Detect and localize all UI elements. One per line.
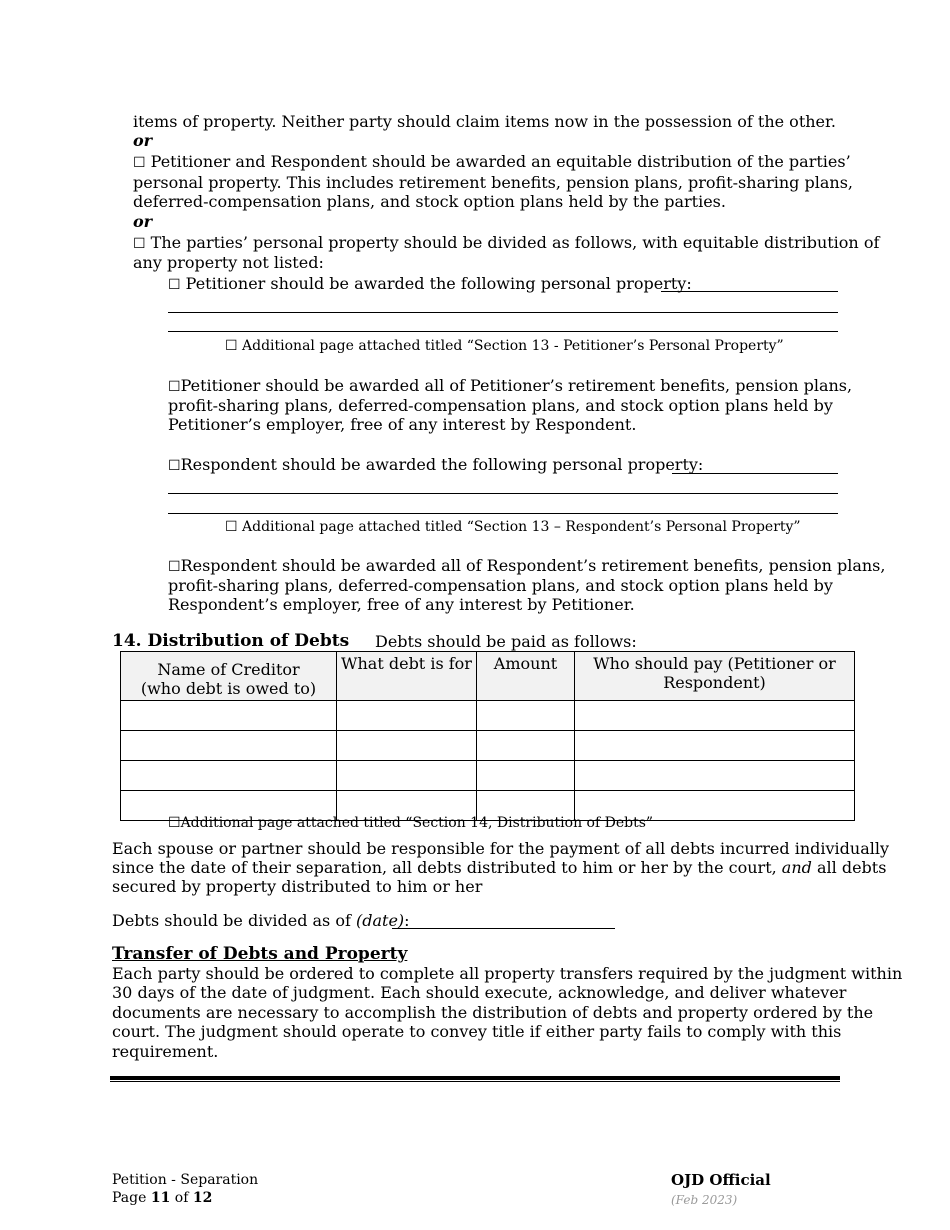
respondent-retirement: ☐Respondent should be awarded all of Respondent’s retirement benefits, pension plans,: [168, 556, 886, 575]
debts-intro: Debts should be paid as follows:: [375, 632, 637, 651]
petitioner-property-checkbox[interactable]: ☐: [168, 277, 181, 293]
table-cell[interactable]: [337, 761, 477, 791]
petitioner-property-field[interactable]: [661, 291, 838, 292]
table-cell[interactable]: [477, 761, 575, 791]
petitioner-property-field-line2[interactable]: [168, 312, 838, 313]
option-equitable-line2: personal property. This includes retirement benefits, pension plans, profit-sharing plans,: [133, 173, 853, 192]
transfer-line3: documents are necessary to accomplish the distribution of debts and property ordered by the: [112, 1003, 874, 1022]
table-cell[interactable]: [477, 731, 575, 761]
table-cell[interactable]: [337, 731, 477, 761]
respondent-property-checkbox[interactable]: ☐: [168, 458, 181, 474]
petitioner-retirement-line2: profit-sharing plans, deferred-compensation plans, and stock option plans held by: [168, 396, 833, 415]
divided-checkbox[interactable]: ☐: [133, 236, 146, 252]
table-cell[interactable]: [337, 701, 477, 731]
section-14-heading: 14. Distribution of Debts: [112, 631, 350, 651]
footer-page-number: Page 11 of 12: [112, 1190, 213, 1206]
debt-responsibility-line1: Each spouse or partner should be responsible for the payment of all debts incurred individually: [112, 839, 890, 858]
debts-table: [120, 651, 855, 821]
petitioner-property-field-line3[interactable]: [168, 331, 838, 332]
petitioner-attach-row: ☐ Additional page attached titled “Section 13 - Petitioner’s Personal Property”: [225, 338, 784, 354]
petitioner-retirement-line3: Petitioner’s employer, free of any interest by Respondent.: [168, 415, 637, 434]
debts-date-field[interactable]: [392, 928, 615, 929]
option-divided: ☐ The parties’ personal property should be divided as follows, with equitable distribution of: [133, 233, 880, 252]
respondent-retirement-checkbox[interactable]: ☐: [168, 559, 181, 575]
column-header-amount: Amount: [477, 652, 575, 701]
debt-responsibility-line2: since the date of their separation, all debts distributed to him or her by the court, and all debts: [112, 858, 887, 877]
or-separator: or: [133, 212, 153, 231]
debts-attach-row: ☐Additional page attached titled “Section 14, Distribution of Debts”: [168, 815, 654, 831]
or-separator: or: [133, 131, 153, 150]
option-equitable-line3: deferred-compensation plans, and stock option plans held by the parties.: [133, 192, 726, 211]
respondent-property-field[interactable]: [672, 473, 838, 474]
debt-responsibility-line3: secured by property distributed to him or her: [112, 877, 483, 896]
option-equitable: ☐ Petitioner and Respondent should be awarded an equitable distribution of the parties’: [133, 152, 851, 171]
footer-divider-thin: [110, 1081, 840, 1082]
table-cell[interactable]: [575, 731, 855, 761]
footer-official: OJD Official: [671, 1171, 771, 1189]
transfer-heading: Transfer of Debts and Property: [112, 944, 408, 964]
table-cell[interactable]: [121, 731, 337, 761]
transfer-line4: court. The judgment should operate to convey title if either party fails to comply with this: [112, 1022, 842, 1041]
transfer-line1: Each party should be ordered to complete all property transfers required by the judgment within: [112, 964, 903, 983]
option-divided-line2: any property not listed:: [133, 253, 324, 272]
equitable-checkbox[interactable]: ☐: [133, 155, 146, 171]
petitioner-attach-checkbox[interactable]: ☐: [225, 338, 238, 354]
table-row: [121, 731, 855, 761]
respondent-property-field-line2[interactable]: [168, 493, 838, 494]
petitioner-retirement: ☐Petitioner should be awarded all of Petitioner’s retirement benefits, pension plans,: [168, 376, 853, 395]
column-header-what: What debt is for: [337, 652, 477, 701]
respondent-retirement-line3: Respondent’s employer, free of any interest by Petitioner.: [168, 595, 635, 614]
petitioner-property-row: ☐ Petitioner should be awarded the following personal property:: [168, 274, 692, 293]
table-cell[interactable]: [477, 701, 575, 731]
petitioner-retirement-checkbox[interactable]: ☐: [168, 379, 181, 395]
footer-divider: [110, 1076, 840, 1080]
intro-line: items of property. Neither party should claim items now in the possession of the other.: [133, 112, 836, 131]
respondent-retirement-line2: profit-sharing plans, deferred-compensation plans, and stock option plans held by: [168, 576, 833, 595]
table-cell[interactable]: [121, 761, 337, 791]
respondent-attach-row: ☐ Additional page attached titled “Section 13 – Respondent’s Personal Property”: [225, 519, 801, 535]
respondent-property-row: ☐Respondent should be awarded the following personal property:: [168, 455, 704, 474]
column-header-who: Who should pay (Petitioner or Respondent): [575, 652, 855, 701]
footer-form-name: Petition - Separation: [112, 1172, 259, 1188]
table-row: [121, 761, 855, 791]
footer-date: (Feb 2023): [671, 1193, 738, 1207]
respondent-property-field-line3[interactable]: [168, 513, 838, 514]
debts-date-row: Debts should be divided as of (date):: [112, 911, 410, 930]
respondent-attach-checkbox[interactable]: ☐: [225, 519, 238, 535]
column-header-creditor: Name of Creditor (who debt is owed to): [121, 652, 337, 701]
table-cell[interactable]: [575, 701, 855, 731]
transfer-line2: 30 days of the date of judgment. Each should execute, acknowledge, and deliver whatever: [112, 983, 847, 1002]
table-cell[interactable]: [575, 761, 855, 791]
transfer-line5: requirement.: [112, 1042, 219, 1061]
table-cell[interactable]: [121, 701, 337, 731]
debts-attach-checkbox[interactable]: ☐: [168, 815, 181, 831]
table-row: [121, 701, 855, 731]
